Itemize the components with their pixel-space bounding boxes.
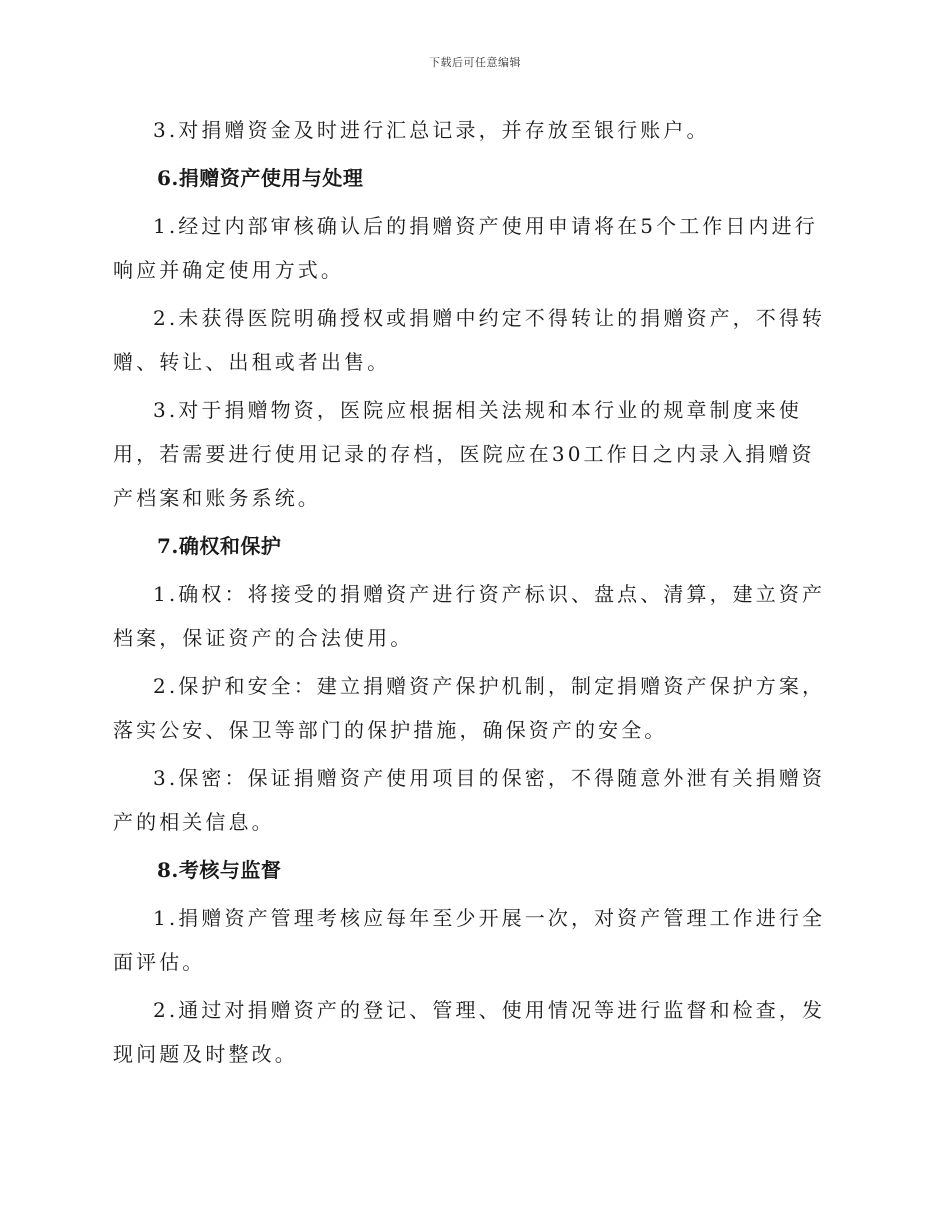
paragraph-materials-usage: 3.对于捐赠物资，医院应根据相关法规和本行业的规章制度来使用，若需要进行使用记录的存档，医院应在30工作日之内录入捐赠资产档案和账务系统。 [113,398,815,510]
page-header: 下载后可任意编辑 [429,56,521,69]
paragraph-protection: 2.保护和安全：建立捐赠资产保护机制，制定捐赠资产保护方案，落实公安、保卫等部门的保护措施，确保资产的安全。 [113,674,826,742]
paragraph-supervision: 2.通过对捐赠资产的登记、管理、使用情况等进行监督和检查，发现问题及时整改。 [113,998,826,1066]
paragraph-assessment: 1.捐赠资产管理考核应每年至少开展一次，对资产管理工作进行全面评估。 [113,906,826,974]
paragraph-fund-record: 3.对捐赠资金及时进行汇总记录，并存放至银行账户。 [153,118,710,142]
section-heading-7: 7.确权和保护 [157,534,282,558]
paragraph-ownership: 1.确权：将接受的捐赠资产进行资产标识、盘点、清算，建立资产档案，保证资产的合法使用。 [113,582,826,650]
paragraph-usage-response: 1.经过内部审核确认后的捐赠资产使用申请将在5个工作日内进行响应并确定使用方式。 [113,214,818,282]
paragraph-no-transfer: 2.未获得医院明确授权或捐赠中约定不得转让的捐赠资产，不得转赠、转让、出租或者出售。 [113,306,826,374]
section-heading-8: 8.考核与监督 [157,858,282,882]
document-body [113,108,835,1080]
section-heading-6: 6.捐赠资产使用与处理 [157,166,364,190]
paragraph-confidentiality: 3.保密：保证捐赠资产使用项目的保密，不得随意外泄有关捐赠资产的相关信息。 [113,766,826,834]
